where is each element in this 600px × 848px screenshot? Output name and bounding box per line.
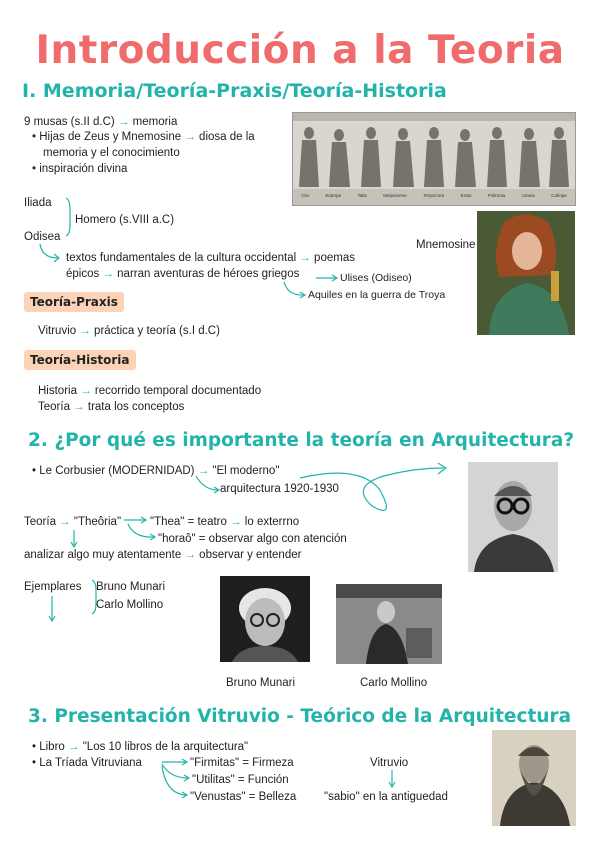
libro-text: Libro	[39, 741, 65, 753]
arquitectura-label: arquitectura 1920-1930	[220, 483, 339, 495]
aquiles-label: Aquiles en la guerra de Troya	[308, 289, 446, 301]
venustas-label: "Venustas" = Belleza	[190, 791, 297, 803]
arrow-odisea	[40, 244, 58, 258]
bullet-icon: •	[32, 465, 37, 477]
tag-teoria-historia: Teoría-Historia	[24, 350, 136, 370]
section1-heading: I. Memoria/Teoría-Praxis/Teoría-Historia	[22, 80, 447, 102]
frieze-label: Calíope	[551, 193, 567, 198]
munari-label: Bruno Munari	[96, 581, 166, 593]
arrow-icon: →	[117, 116, 130, 128]
arrow-icon: →	[102, 268, 114, 280]
moderno-text: "El moderno"	[212, 465, 280, 477]
teoria-text: Teoría	[38, 401, 70, 413]
utilitas-label: "Utilitas" = Función	[192, 774, 289, 786]
arrow-icon: →	[197, 465, 210, 477]
frieze-label: Melpómene	[383, 193, 407, 198]
section2-heading: 2. ¿Por qué es importante la teoría en Arquitectura?	[28, 430, 575, 451]
epicos-text: épicos	[66, 268, 100, 280]
frieze-label: Terpsícore	[423, 193, 445, 198]
homero-label: Homero (s.VIII a.C)	[75, 214, 175, 226]
musas-def: memoria	[132, 116, 178, 128]
mnemosine-label: Mnemosine	[416, 239, 476, 251]
firmitas-label: "Firmitas" = Firmeza	[190, 757, 294, 769]
bullet-hijas-def: diosa de la	[199, 131, 255, 143]
arrow-icon: →	[299, 252, 311, 264]
historia-def: recorrido temporal documentado	[94, 385, 262, 397]
sabio-label: "sabio" en la antiguedad	[324, 791, 448, 803]
arrow-icon: →	[59, 516, 71, 528]
poemas-text: poemas	[314, 252, 355, 264]
bracket-homero	[66, 198, 70, 236]
frieze-label: Erato	[460, 193, 472, 198]
vitruvio-text: Vitruvio	[38, 325, 77, 337]
analizar-text: analizar algo muy atentamente	[24, 549, 182, 561]
ejemplares-label: Ejemplares	[24, 581, 82, 593]
corbusier-text: Le Corbusier (MODERNIDAD)	[39, 465, 195, 477]
analizar-def: observar y entender	[199, 549, 302, 561]
frieze-label: Euterpe	[325, 193, 342, 198]
bullet-icon: •	[32, 131, 37, 143]
loop-arrow	[300, 468, 444, 510]
arrow-icon: →	[184, 131, 196, 143]
theoria-word: "Theôria"	[73, 516, 122, 528]
bullet-hijas-cont: memoria y el conocimiento	[43, 147, 180, 159]
frieze-label: Clio	[301, 193, 309, 198]
vitruvio-label: Vitruvio	[370, 757, 409, 769]
caption-mollino: Carlo Mollino	[360, 677, 428, 689]
bullet-icon: •	[32, 741, 37, 753]
ulises-label: Ulises (Odiseo)	[340, 272, 412, 284]
triada-text: La Tríada Vitruviana	[39, 757, 142, 769]
arrow-icon: →	[230, 516, 242, 528]
frieze-label: Polimnia	[487, 193, 506, 198]
teoria-def: trata los conceptos	[87, 401, 185, 413]
horao-line: "horaô" = observar algo con atención	[158, 533, 347, 545]
iliada-label: Iliada	[24, 197, 52, 209]
bullet-inspiracion-text: inspiración divina	[39, 163, 128, 175]
arrow-icon: →	[184, 549, 196, 561]
caption-munari: Bruno Munari	[226, 677, 296, 689]
historia-text: Historia	[38, 385, 77, 397]
arrow-icon: →	[68, 741, 80, 753]
frieze-label: Urania	[521, 193, 535, 198]
section3-heading: 3. Presentación Vitruvio - Teórico de la Arquitectura	[28, 706, 572, 727]
narran-text: narran aventuras de héroes griegos	[117, 268, 300, 280]
odisea-label: Odisea	[24, 231, 61, 243]
frieze-label: Talia	[357, 193, 367, 198]
thea-def: lo exterrno	[244, 516, 300, 528]
bullet-icon: •	[32, 163, 37, 175]
libro-title: "Los 10 libros de la arquitectura"	[82, 741, 249, 753]
mollino-label: Carlo Mollino	[96, 599, 164, 611]
arrow-icon: →	[79, 325, 91, 337]
thea-text: "Thea" = teatro	[150, 516, 227, 528]
teoria-word: Teoría	[24, 516, 56, 528]
textos-text: textos fundamentales de la cultura occidental	[66, 252, 297, 264]
bullet-icon: •	[32, 757, 37, 769]
arrow-icon: →	[73, 401, 85, 413]
arrow-icon: →	[80, 385, 92, 397]
page-title: Introducción a la Teoria	[35, 28, 565, 73]
tag-teoria-praxis: Teoría-Praxis	[24, 292, 124, 312]
bullet-hijas-text: Hijas de Zeus y Mnemosine	[39, 131, 182, 143]
praxis-def: práctica y teoría (s.I d.C)	[94, 325, 220, 337]
musas-text: 9 musas (s.II d.C)	[24, 116, 115, 128]
